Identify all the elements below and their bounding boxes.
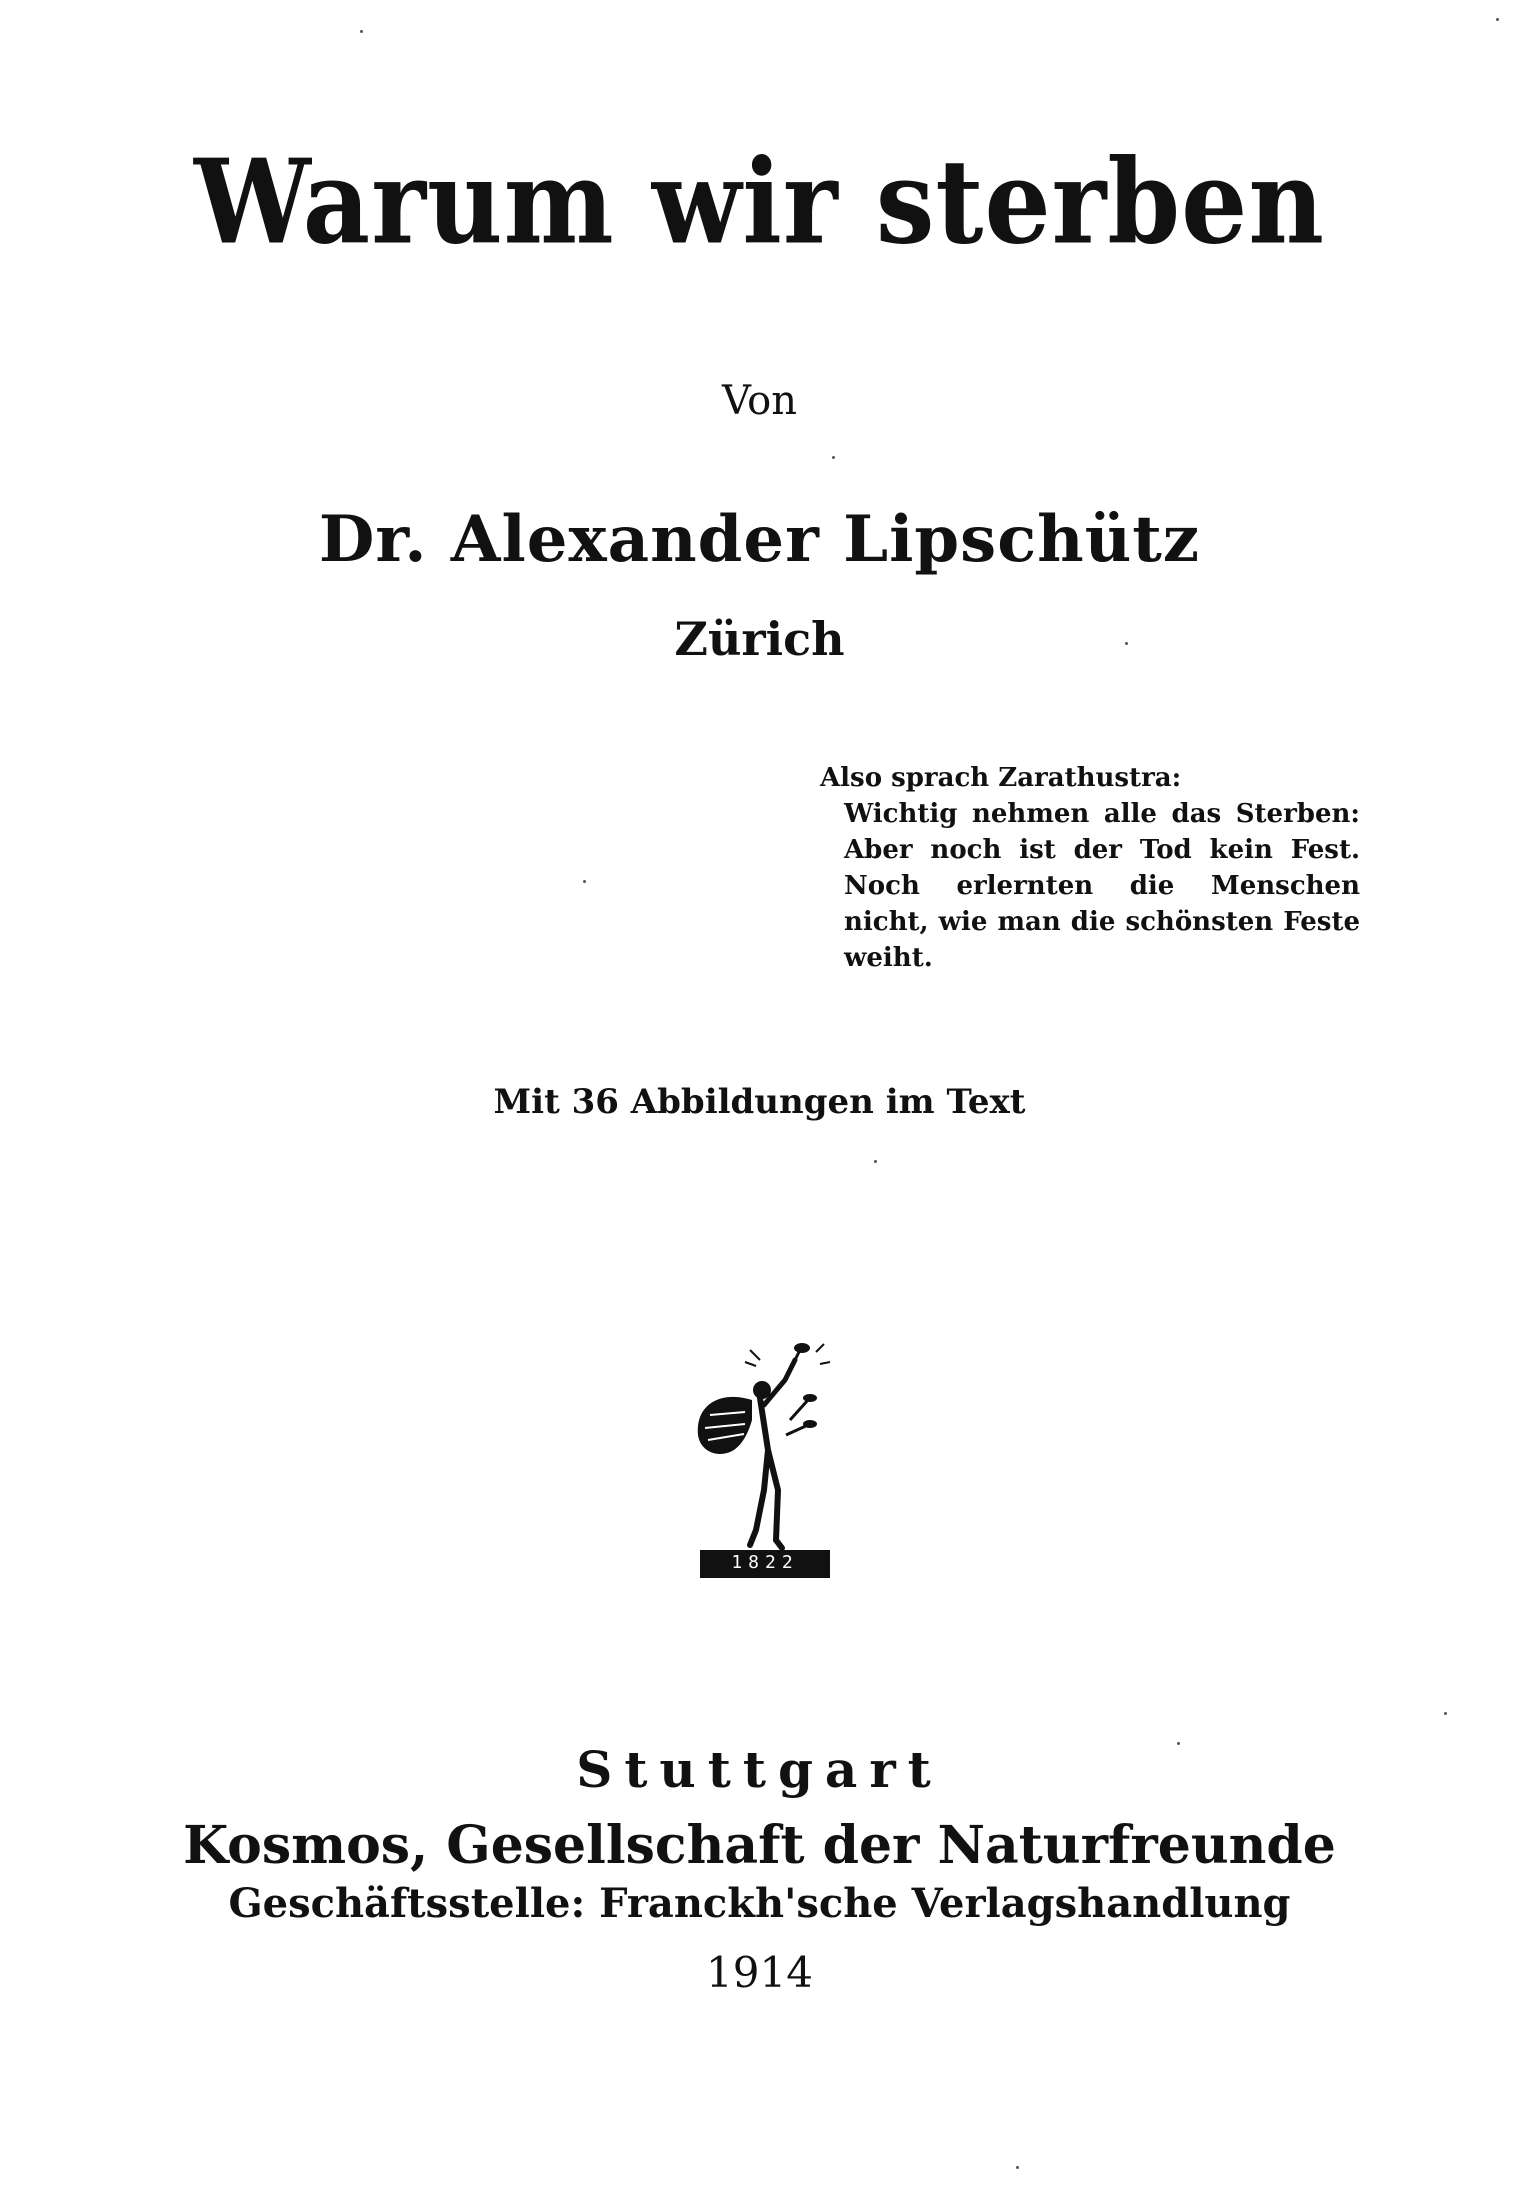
epigraph-text: Wichtig nehmen alle das Sterben: Aber noch ist der Tod kein Fest. Noch erlernten die Menschen nicht, wie man die schönsten Feste weiht. xyxy=(844,799,1360,973)
scan-speck xyxy=(1016,2166,1019,2169)
epigraph-intro: Also sprach Zarathustra: xyxy=(820,763,1182,793)
author-name: Dr. Alexander Lipschütz xyxy=(318,502,1201,577)
scan-speck xyxy=(874,1160,877,1163)
scan-speck xyxy=(583,880,586,883)
kosmos-winged-figure-icon xyxy=(690,1340,840,1590)
scan-speck xyxy=(1496,18,1499,21)
author-location: Zürich xyxy=(674,612,845,666)
scan-speck xyxy=(1444,1712,1447,1715)
illustrations-note: Mit 36 Abbildungen im Text xyxy=(493,1082,1026,1122)
imprint-year: 1914 xyxy=(706,1948,813,1997)
scan-speck xyxy=(360,30,363,33)
imprint-office: Geschäftsstelle: Franckh'sche Verlagshandlung xyxy=(228,1880,1291,1927)
imprint-publisher: Kosmos, Gesellschaft der Naturfreunde xyxy=(183,1815,1336,1876)
emblem-inscription: 1822 xyxy=(731,1552,799,1573)
scan-speck xyxy=(1125,642,1128,645)
epigraph xyxy=(820,760,1360,976)
scan-speck xyxy=(1177,1742,1180,1745)
book-title: Warum wir sterben xyxy=(194,132,1325,271)
byline: Von xyxy=(721,378,798,424)
imprint-city: Stuttgart xyxy=(576,1740,943,1799)
scan-speck xyxy=(832,456,835,459)
